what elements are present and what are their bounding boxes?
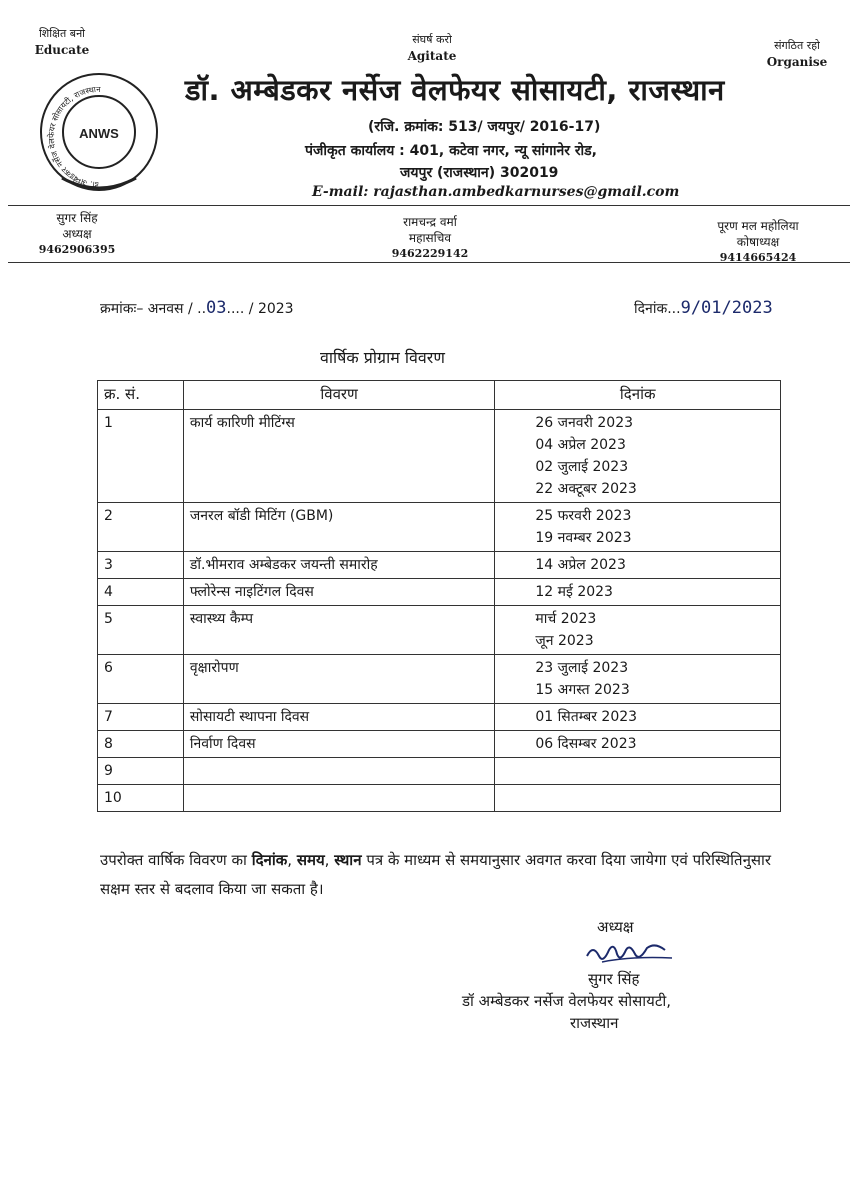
motto-agitate-en: Agitate — [407, 49, 457, 63]
note-bold-place: स्थान — [334, 851, 362, 869]
row-dates — [495, 731, 781, 758]
row-dates — [495, 704, 781, 731]
row-serial-number: 3 — [98, 552, 184, 579]
office-bearer-treasurer — [688, 218, 828, 266]
row-description: डॉ.भीमराव अम्बेडकर जयन्ती समारोह — [183, 552, 495, 579]
event-date: 06 दिसम्बर 2023 — [535, 736, 637, 752]
row-description: फ्लोरेन्स नाइटिंगल दिवस — [183, 579, 495, 606]
table-row — [98, 704, 781, 731]
row-description — [183, 785, 495, 812]
bearer-phone: 9414665424 — [719, 251, 797, 264]
bearer-post: महासचिव — [408, 231, 452, 245]
event-date: जून 2023 — [535, 633, 594, 649]
note-part1: उपरोक्त वार्षिक विवरण का — [100, 851, 247, 869]
event-date: 14 अप्रेल 2023 — [535, 557, 626, 573]
row-dates — [495, 552, 781, 579]
bearer-name: रामचन्द्र वर्मा — [403, 215, 457, 229]
motto-organise-hi: संगठित रहो — [774, 39, 820, 52]
registration-number: (रजि. क्रमांक: 513/ जयपुर/ 2016-17) — [368, 119, 601, 135]
signatory-name: सुगर सिंह — [588, 970, 640, 988]
row-serial-number: 4 — [98, 579, 184, 606]
row-dates — [495, 503, 781, 552]
event-date: 26 जनवरी 2023 — [535, 415, 634, 431]
event-date: 12 मई 2023 — [535, 584, 613, 600]
email-address: E-mail: rajasthan.ambedkarnurses@gmail.com — [312, 184, 680, 200]
row-serial-number: 2 — [98, 503, 184, 552]
logo-text: ANWS — [79, 126, 119, 141]
row-serial-number: 10 — [98, 785, 184, 812]
org-title: डॉ. अम्बेडकर नर्सेज वेलफेयर सोसायटी, राजस्थान — [185, 73, 725, 107]
event-date: 23 जुलाई 2023 — [535, 660, 629, 676]
ref-year: / 2023 — [248, 301, 294, 317]
society-logo — [32, 70, 167, 200]
table-row — [98, 758, 781, 785]
event-date: 19 नवम्बर 2023 — [535, 530, 632, 546]
event-date: 04 अप्रेल 2023 — [535, 437, 626, 453]
table-row — [98, 606, 781, 655]
bearer-post: कोषाध्यक्ष — [736, 235, 780, 249]
bearer-name: पूरण मल महोलिया — [717, 219, 799, 233]
letter-reference: क्रमांकः– अनवस / ..03.... / 2023 — [100, 298, 294, 318]
row-description: स्वास्थ्य कैम्प — [183, 606, 495, 655]
signature-block — [462, 916, 802, 1034]
header-divider-top — [8, 205, 850, 206]
header-sn: क्र. सं. — [98, 381, 184, 410]
row-dates — [495, 606, 781, 655]
row-dates — [495, 579, 781, 606]
signatory-org-line2: राजस्थान — [570, 1014, 619, 1032]
motto-organise-en: Organise — [766, 55, 828, 69]
bearer-phone: 9462229142 — [391, 247, 469, 260]
row-description: सोसायटी स्थापना दिवस — [183, 704, 495, 731]
row-description: जनरल बॉडी मिटिंग (GBM) — [183, 503, 495, 552]
header-date: दिनांक — [495, 381, 781, 410]
note-bold-time: समय — [296, 851, 325, 869]
bearer-name: सुगर सिंह — [56, 211, 98, 225]
ref-label: क्रमांकः– अनवस / — [100, 301, 193, 317]
letter-date: दिनांक...9/01/2023 — [634, 298, 773, 318]
table-title: वार्षिक प्रोग्राम विवरण — [320, 348, 445, 367]
table-row — [98, 655, 781, 704]
row-description: वृक्षारोपण — [183, 655, 495, 704]
event-date: 15 अगस्त 2023 — [535, 682, 630, 698]
bearer-post: अध्यक्ष — [62, 227, 92, 241]
row-serial-number: 6 — [98, 655, 184, 704]
row-serial-number: 7 — [98, 704, 184, 731]
row-serial-number: 1 — [98, 410, 184, 503]
signatory-post: अध्यक्ष — [597, 918, 634, 936]
motto-educate-hi: शिक्षित बनो — [38, 27, 86, 40]
motto-educate-en: Educate — [34, 43, 90, 57]
table-row — [98, 579, 781, 606]
row-description: कार्य कारिणी मीटिंग्स — [183, 410, 495, 503]
table-row — [98, 552, 781, 579]
address-line-2: जयपुर (राजस्थान) 302019 — [400, 165, 559, 181]
event-date: 22 अक्टूबर 2023 — [535, 481, 637, 497]
header-divider-bottom — [8, 262, 850, 263]
motto-agitate — [392, 32, 472, 64]
table-header-row — [98, 381, 781, 410]
office-bearer-general-secretary — [365, 214, 495, 262]
row-description — [183, 758, 495, 785]
row-dates — [495, 785, 781, 812]
address-line-1: पंजीकृत कार्यालय : 401, कटेवा नगर, न्यू सांगानेर रोड, — [305, 143, 597, 159]
row-serial-number: 9 — [98, 758, 184, 785]
note-paragraph: उपरोक्त वार्षिक विवरण का दिनांक, समय, स्थान पत्र के माध्यम से समयानुसार अवगत करवा दिया जायेगा एवं परिस्थितिनुसार सक्षम स्तर से बदलाव किया जा सकता है। — [100, 851, 772, 898]
row-dates — [495, 655, 781, 704]
handwritten-signature — [582, 938, 692, 968]
row-serial-number: 5 — [98, 606, 184, 655]
office-bearer-president — [22, 210, 132, 258]
table-row — [98, 410, 781, 503]
event-date: 01 सितम्बर 2023 — [535, 709, 638, 725]
note-part2: पत्र के माध्यम से समयानुसार अवगत करवा दिया जायेगा एवं परिस्थितिनुसार सक्षम स्तर से बदलाव किया जा सकता है। — [100, 851, 772, 898]
date-value: 9/01/2023 — [680, 298, 773, 318]
motto-organise — [752, 38, 842, 70]
note-bold-date: दिनांक — [251, 851, 288, 869]
table-row — [98, 785, 781, 812]
row-description: निर्वाण दिवस — [183, 731, 495, 758]
row-dates — [495, 758, 781, 785]
logo-ring-text: डॉ. अम्बेडकर नर्सेज वेलफेयर सोसायटी, राजस्थान — [46, 84, 101, 190]
table-row — [98, 731, 781, 758]
event-date: 02 जुलाई 2023 — [535, 459, 629, 475]
header-description: विवरण — [183, 381, 495, 410]
date-label: दिनांक — [634, 301, 668, 317]
event-date: मार्च 2023 — [535, 611, 597, 627]
row-dates — [495, 410, 781, 503]
ref-number: 03 — [206, 298, 227, 318]
event-date: 25 फरवरी 2023 — [535, 508, 632, 524]
schedule-table — [97, 380, 781, 812]
signatory-org-line1: डॉ अम्बेडकर नर्सेज वेलफेयर सोसायटी, — [462, 992, 672, 1010]
motto-educate — [22, 26, 102, 58]
motto-agitate-hi: संघर्ष करो — [412, 33, 452, 46]
table-row — [98, 503, 781, 552]
row-serial-number: 8 — [98, 731, 184, 758]
bearer-phone: 9462906395 — [38, 243, 116, 256]
